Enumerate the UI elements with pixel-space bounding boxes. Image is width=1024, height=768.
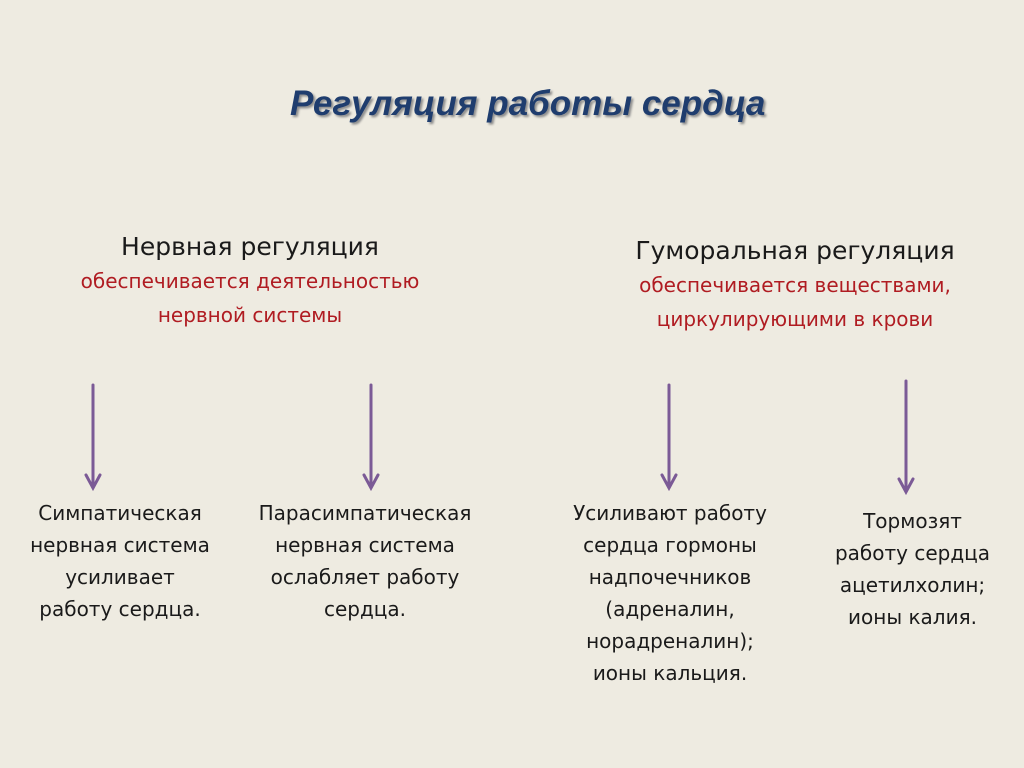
leaf-text-line: нервная система bbox=[275, 533, 455, 557]
humoral-regulation-title: Гуморальная регуляция bbox=[635, 236, 955, 265]
nervous-regulation-title: Нервная регуляция bbox=[121, 232, 379, 261]
leaf-text-line: надпочечников bbox=[588, 565, 752, 589]
page-title: Регуляция работы сердца bbox=[290, 84, 766, 123]
leaf-text-line: работу сердца bbox=[834, 541, 991, 565]
leaf-text-line: Симпатическая bbox=[38, 501, 202, 525]
leaf-text-line: Усиливают работу bbox=[573, 501, 767, 525]
arrow-down-icon-parasympathetic bbox=[364, 385, 378, 488]
leaf-text-line: ацетилхолин; bbox=[839, 573, 986, 597]
leaf-text-line: ионы кальция. bbox=[592, 661, 748, 685]
description-line: обеспечивается деятельностью bbox=[80, 269, 420, 293]
arrow-down-icon-sympathetic bbox=[86, 385, 100, 488]
leaf-text-line: усиливает bbox=[65, 565, 175, 589]
leaf-text-line: ионы калия. bbox=[848, 605, 977, 629]
leaf-text-line: сердца. bbox=[323, 597, 407, 621]
parasympathetic-nervous-system-box bbox=[240, 497, 490, 625]
description-line: обеспечивается веществами, bbox=[639, 273, 951, 297]
leaf-text-line: норадреналин); bbox=[586, 629, 754, 653]
leaf-text-line: Тормозят bbox=[863, 509, 962, 533]
arrow-down-icon-humoral-up bbox=[662, 385, 676, 488]
description-line: циркулирующими в крови bbox=[656, 307, 934, 331]
leaf-text-line: (адреналин, bbox=[605, 597, 735, 621]
humoral-inhibitors-box bbox=[805, 505, 1020, 633]
leaf-text-line: сердца гормоны bbox=[583, 533, 757, 557]
arrow-down-icon-humoral-down bbox=[899, 381, 913, 492]
sympathetic-nervous-system-box bbox=[10, 497, 230, 625]
leaf-text-line: нервная система bbox=[30, 533, 210, 557]
description-line: нервной системы bbox=[157, 303, 343, 327]
leaf-text-line: работу сердца. bbox=[39, 597, 201, 621]
humoral-enhancers-box bbox=[545, 497, 795, 689]
leaf-text-line: Парасимпатическая bbox=[258, 501, 472, 525]
leaf-text-line: ослабляет работу bbox=[270, 565, 460, 589]
